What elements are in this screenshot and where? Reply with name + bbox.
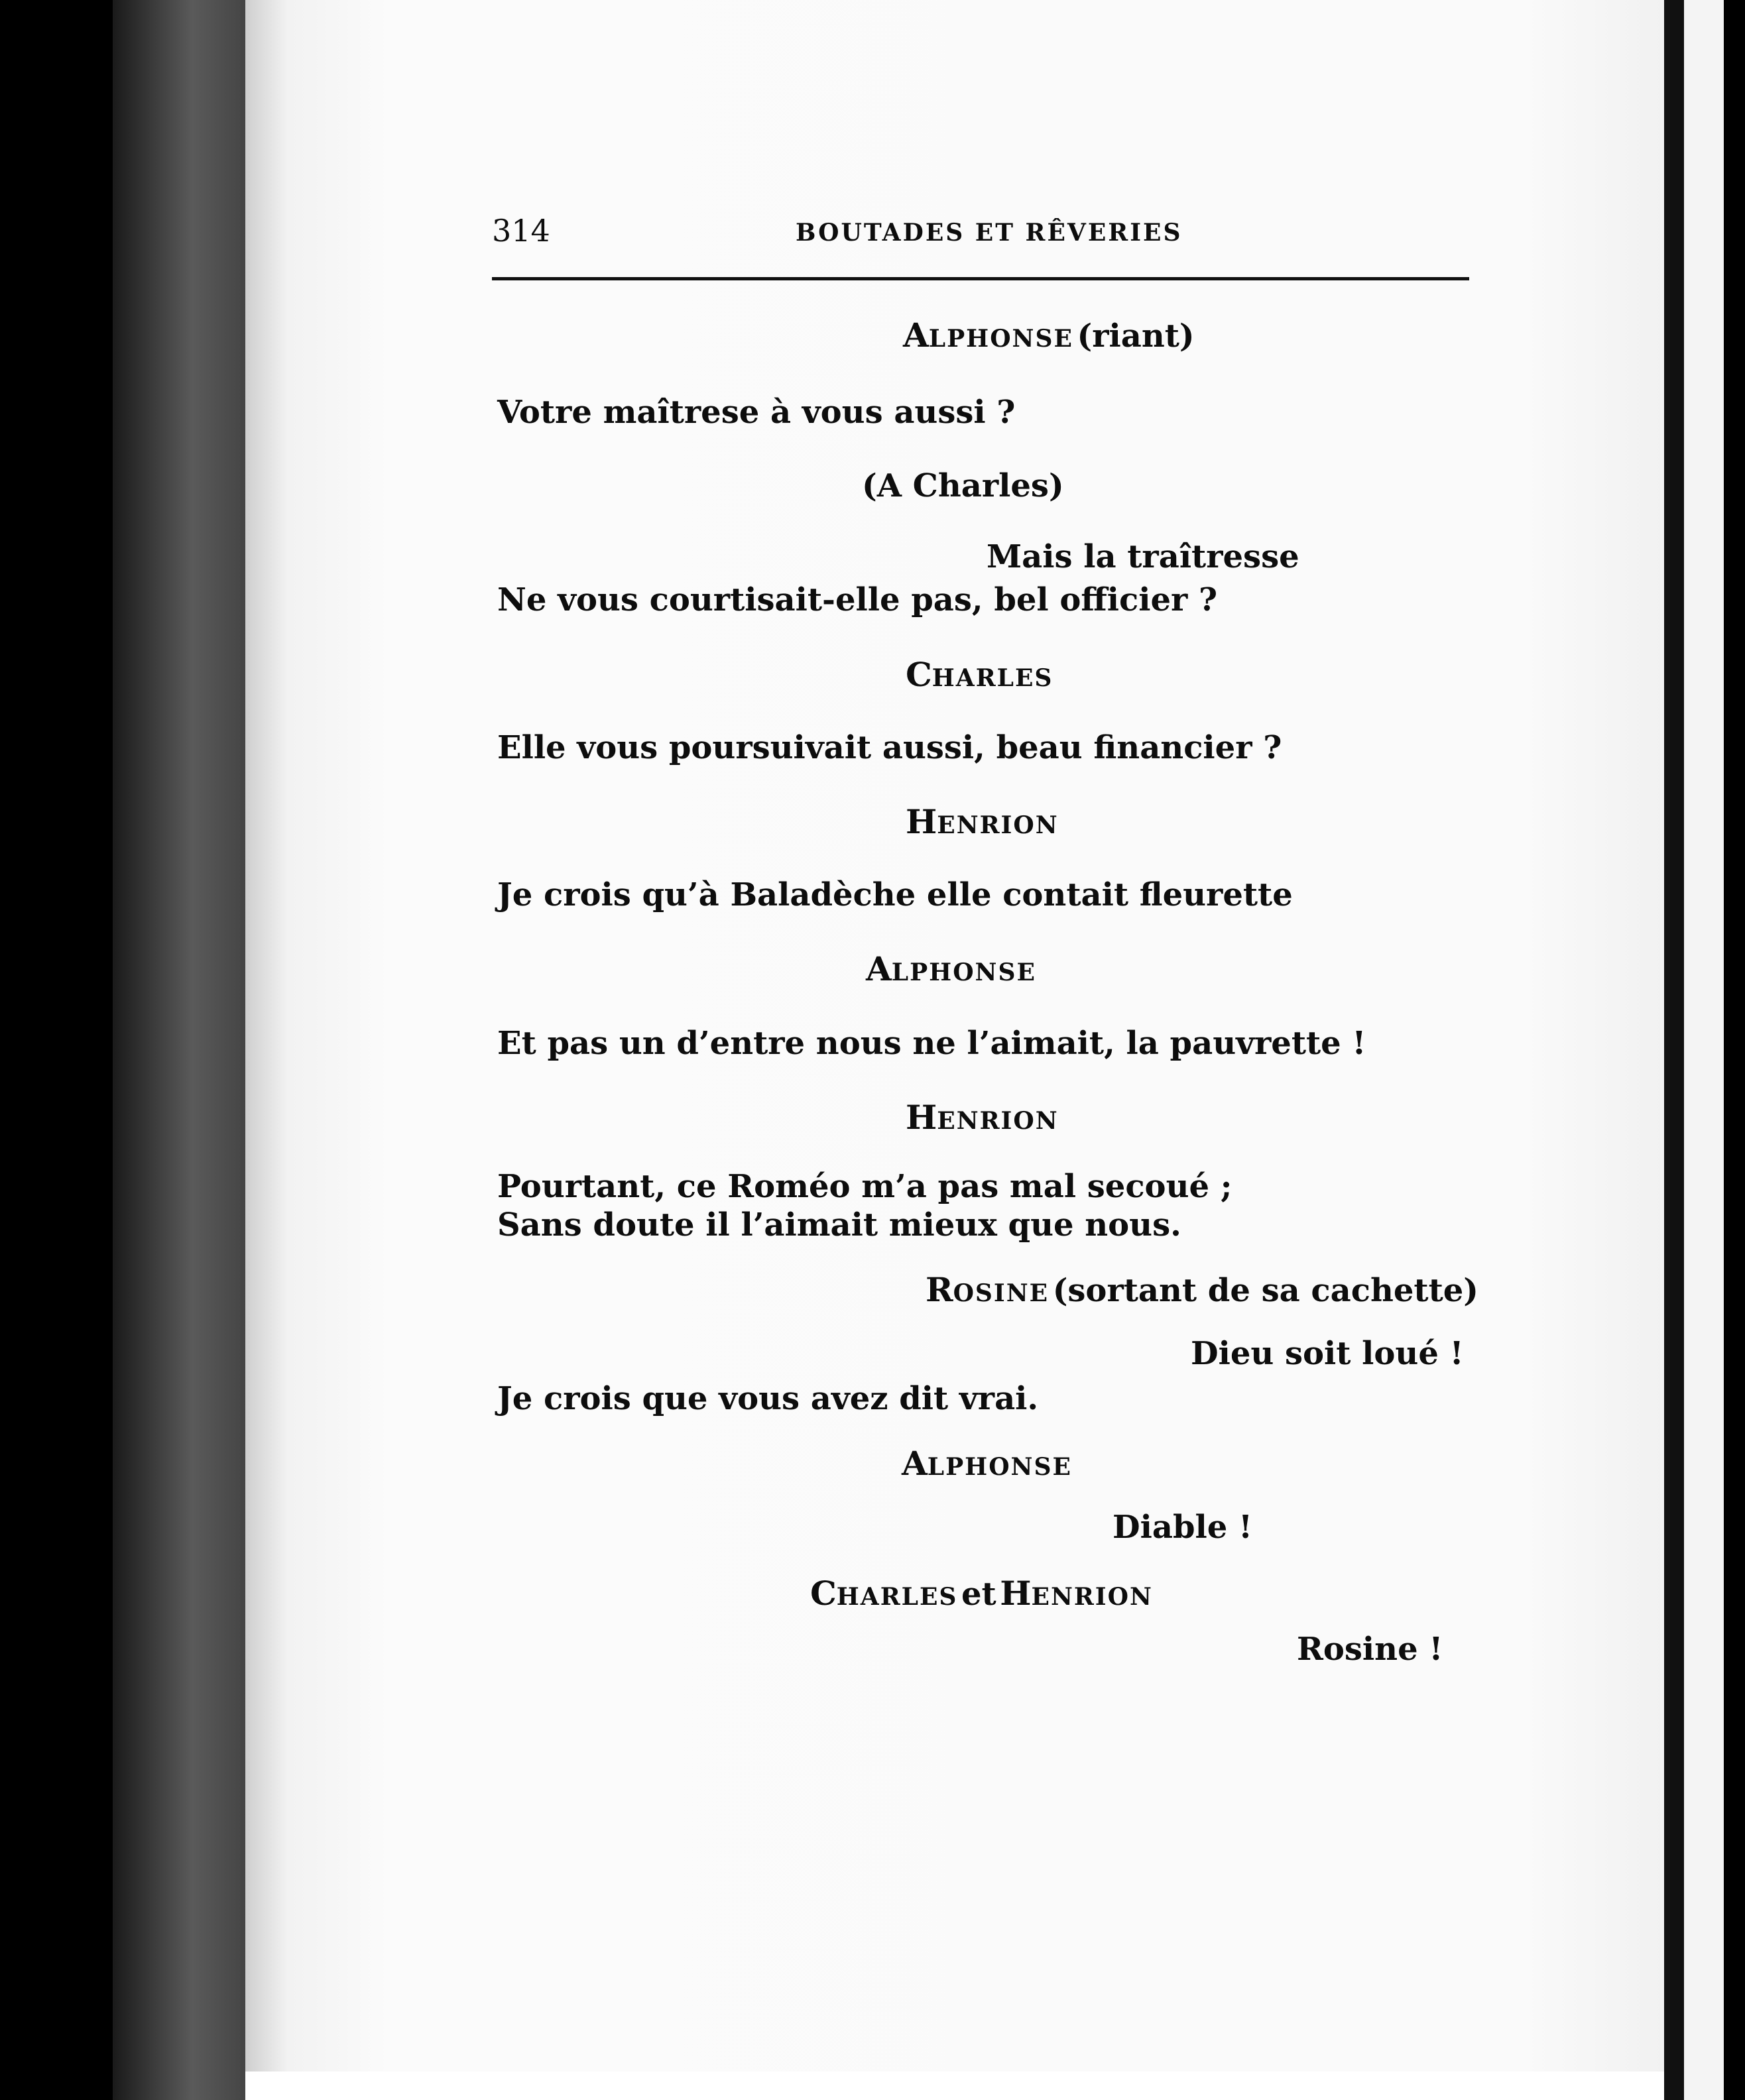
- verse-line: Sans doute il l’aimait mieux que nous.: [497, 1206, 1181, 1244]
- speaker-initial: R: [926, 1270, 953, 1309]
- facing-page-edge: [1684, 0, 1724, 2100]
- speaker-rest: HARLES: [836, 1583, 958, 1611]
- stage-direction: (sortant de sa cachette): [1052, 1272, 1479, 1309]
- page-fold: [1664, 0, 1684, 2100]
- speaker-rest: HARLES: [932, 664, 1053, 692]
- stage-direction: (riant): [1077, 318, 1195, 355]
- verse-line: Et pas un d’entre nous ne l’aimait, la pauvrette !: [497, 1025, 1366, 1062]
- speaker-alphonse: [903, 316, 1195, 363]
- speaker-initial: H: [1000, 1574, 1032, 1613]
- verse-line: Pourtant, ce Roméo m’a pas mal secoué ;: [497, 1168, 1233, 1205]
- speaker-charles: [906, 655, 1053, 703]
- verse-line: Rosine !: [1297, 1631, 1443, 1668]
- verse-line: Je crois que vous avez dit vrai.: [497, 1380, 1039, 1417]
- speaker-rest: OSINE: [953, 1279, 1050, 1307]
- verse-line: Mais la traîtresse: [987, 538, 1299, 575]
- speaker-alphonse: [902, 1444, 1072, 1491]
- speaker-initial: A: [903, 316, 929, 355]
- speaker-alphonse: [866, 949, 1036, 997]
- verse-line: Diable !: [1113, 1509, 1253, 1546]
- scan-left-border: [0, 0, 113, 2100]
- speaker-rosine: [926, 1270, 1478, 1318]
- header-rule: [492, 277, 1469, 280]
- speaker-conjunction: et: [961, 1576, 996, 1613]
- speaker-initial: A: [866, 949, 892, 988]
- page-bottom-margin: [245, 2071, 1664, 2100]
- speakers-charles-and-henrion: [810, 1574, 1153, 1621]
- speaker-rest: LPHONSE: [927, 1453, 1072, 1481]
- verse-line: Elle vous poursuivait aussi, beau financier ?: [497, 729, 1282, 766]
- speaker-rest: LPHONSE: [891, 959, 1036, 986]
- speaker-initial: C: [906, 655, 932, 694]
- page-number: 314: [492, 213, 550, 249]
- speaker-initial: H: [906, 1098, 937, 1137]
- verse-line: Ne vous courtisait-elle pas, bel officier ?: [497, 581, 1218, 618]
- speaker-initial: C: [810, 1574, 837, 1613]
- speaker-rest: ENRION: [937, 1107, 1059, 1135]
- speaker-rest: ENRION: [937, 811, 1059, 839]
- speaker-initial: H: [906, 802, 937, 841]
- verse-line: Je crois qu’à Baladèche elle contait fleurette: [497, 876, 1293, 913]
- verse-line: Dieu soit loué !: [1191, 1335, 1464, 1372]
- verse-line: Votre maîtrese à vous aussi ?: [497, 394, 1016, 431]
- scan-right-border: [1724, 0, 1745, 2100]
- speaker-henrion: [906, 1098, 1059, 1145]
- stage-direction: (A Charles): [862, 467, 1064, 504]
- speaker-rest: LPHONSE: [928, 325, 1073, 353]
- speaker-initial: A: [902, 1444, 928, 1483]
- speaker-henrion: [906, 802, 1059, 850]
- running-title: BOUTADES ET RÊVERIES: [796, 219, 1183, 247]
- book-gutter: [113, 0, 245, 2100]
- speaker-rest: ENRION: [1031, 1583, 1153, 1611]
